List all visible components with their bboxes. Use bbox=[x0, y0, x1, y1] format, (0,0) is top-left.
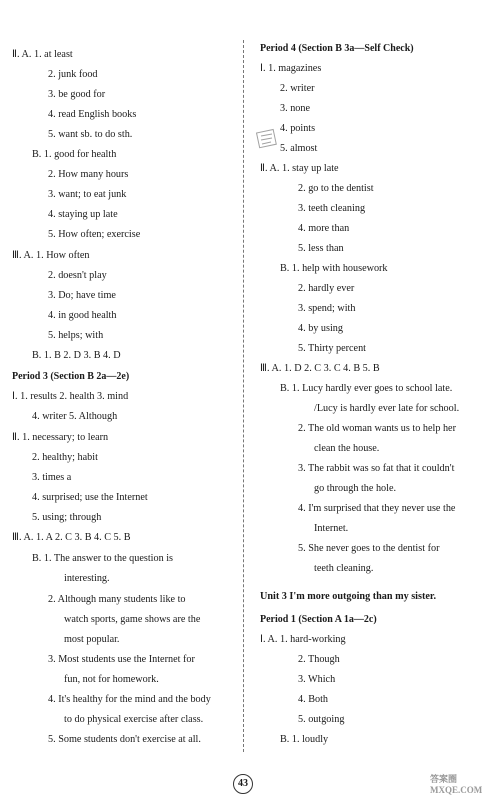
answer-line: Ⅱ. A. 1. at least bbox=[12, 49, 73, 60]
answer-line: 5. helps; with bbox=[48, 330, 104, 341]
answer-line: 5. want sb. to do sth. bbox=[48, 129, 133, 140]
answer-line: 4. by using bbox=[298, 323, 343, 334]
column-divider bbox=[243, 40, 244, 752]
answer-line: Ⅱ. 1. necessary; to learn bbox=[12, 432, 109, 443]
answer-line: 2. writer bbox=[280, 83, 315, 94]
answer-line: Internet. bbox=[314, 523, 349, 534]
answer-line: 2. junk food bbox=[48, 69, 98, 80]
section-heading: Period 1 (Section A 1a—2c) bbox=[260, 614, 377, 625]
answer-line: clean the house. bbox=[314, 443, 380, 454]
watermark-logo: 答案圈 MXQE.COM bbox=[430, 774, 483, 795]
answer-line: 3. Do; have time bbox=[48, 290, 116, 301]
answer-line: most popular. bbox=[64, 634, 120, 645]
answer-line: B. 1. The answer to the question is bbox=[32, 553, 174, 564]
answer-line: Ⅰ. A. 1. hard-working bbox=[260, 634, 346, 645]
answer-line: 5. almost bbox=[280, 143, 318, 154]
answer-line: 3. teeth cleaning bbox=[298, 203, 366, 214]
answer-line: 4. staying up late bbox=[48, 209, 118, 220]
section-heading: Period 4 (Section B 3a—Self Check) bbox=[260, 43, 414, 54]
answer-line: interesting. bbox=[64, 573, 110, 584]
answer-line: 3. Which bbox=[298, 674, 336, 685]
answer-line: 3. The rabbit was so fat that it couldn't bbox=[298, 463, 455, 474]
answer-line: Ⅱ. A. 1. stay up late bbox=[260, 163, 339, 174]
answer-line: 3. Most students use the Internet for bbox=[48, 654, 195, 665]
answer-line: 3. spend; with bbox=[298, 303, 356, 314]
answer-line: 2. Although many students like to bbox=[48, 594, 186, 605]
answer-line: fun, not for homework. bbox=[64, 674, 159, 685]
answer-line: B. 1. B 2. D 3. B 4. D bbox=[32, 350, 121, 361]
answer-line: 4. points bbox=[280, 123, 316, 134]
answer-line: 2. go to the dentist bbox=[298, 183, 374, 194]
answer-line: 5. She never goes to the dentist for bbox=[298, 543, 440, 554]
answer-line: watch sports, game shows are the bbox=[64, 614, 201, 625]
page-number: 43 bbox=[233, 774, 253, 794]
answer-line: 3. times a bbox=[32, 472, 72, 483]
answer-line: 3. be good for bbox=[48, 89, 106, 100]
answer-line: 5. less than bbox=[298, 243, 344, 254]
answer-line: 5. using; through bbox=[32, 512, 102, 523]
section-heading: Period 3 (Section B 2a—2e) bbox=[12, 371, 130, 382]
answer-line: Ⅲ. A. 1. D 2. C 3. C 4. B 5. B bbox=[260, 363, 380, 374]
answer-line: 4. It's healthy for the mind and the body bbox=[48, 694, 211, 705]
answer-line: 2. The old woman wants us to help her bbox=[298, 423, 456, 434]
answer-line: 4. surprised; use the Internet bbox=[32, 492, 148, 503]
answer-line: to do physical exercise after class. bbox=[64, 714, 204, 725]
answer-line: teeth cleaning. bbox=[314, 563, 374, 574]
answer-line: B. 1. help with housework bbox=[280, 263, 388, 274]
answer-line: 4. in good health bbox=[48, 310, 117, 321]
answer-line: 5. Thirty percent bbox=[298, 343, 366, 354]
answer-line: /Lucy is hardly ever late for school. bbox=[314, 403, 460, 414]
answer-line: B. 1. loudly bbox=[280, 734, 329, 745]
answer-line: 2. healthy; habit bbox=[32, 452, 98, 463]
unit-heading: Unit 3 I'm more outgoing than my sister. bbox=[260, 591, 437, 602]
answer-line: B. 1. Lucy hardly ever goes to school late. bbox=[280, 383, 453, 394]
answer-line: 4. I'm surprised that they never use the bbox=[298, 503, 456, 514]
answer-line: 4. read English books bbox=[48, 109, 137, 120]
answer-line: 4. Both bbox=[298, 694, 329, 705]
answer-line: Ⅲ. A. 1. A 2. C 3. B 4. C 5. B bbox=[12, 532, 131, 543]
answer-line: 5. Some students don't exercise at all. bbox=[48, 734, 201, 745]
answer-line: Ⅲ. A. 1. How often bbox=[12, 250, 90, 261]
answer-line: 5. How often; exercise bbox=[48, 229, 141, 240]
answer-line: go through the hole. bbox=[314, 483, 397, 494]
answer-line: 4. writer 5. Although bbox=[32, 411, 118, 422]
answer-line: 5. outgoing bbox=[298, 714, 345, 725]
answer-line: Ⅰ. 1. magazines bbox=[260, 63, 322, 74]
answer-line: 2. Though bbox=[298, 654, 340, 665]
answer-line: 2. hardly ever bbox=[298, 283, 355, 294]
answer-line: B. 1. good for health bbox=[32, 149, 117, 160]
stamp-icon bbox=[256, 128, 278, 150]
answer-line: 2. doesn't play bbox=[48, 270, 107, 281]
answer-line: 3. none bbox=[280, 103, 310, 114]
answer-line: 3. want; to eat junk bbox=[48, 189, 127, 200]
answer-line: 2. How many hours bbox=[48, 169, 129, 180]
answer-line: 4. more than bbox=[298, 223, 350, 234]
answer-line: Ⅰ. 1. results 2. health 3. mind bbox=[12, 391, 129, 402]
